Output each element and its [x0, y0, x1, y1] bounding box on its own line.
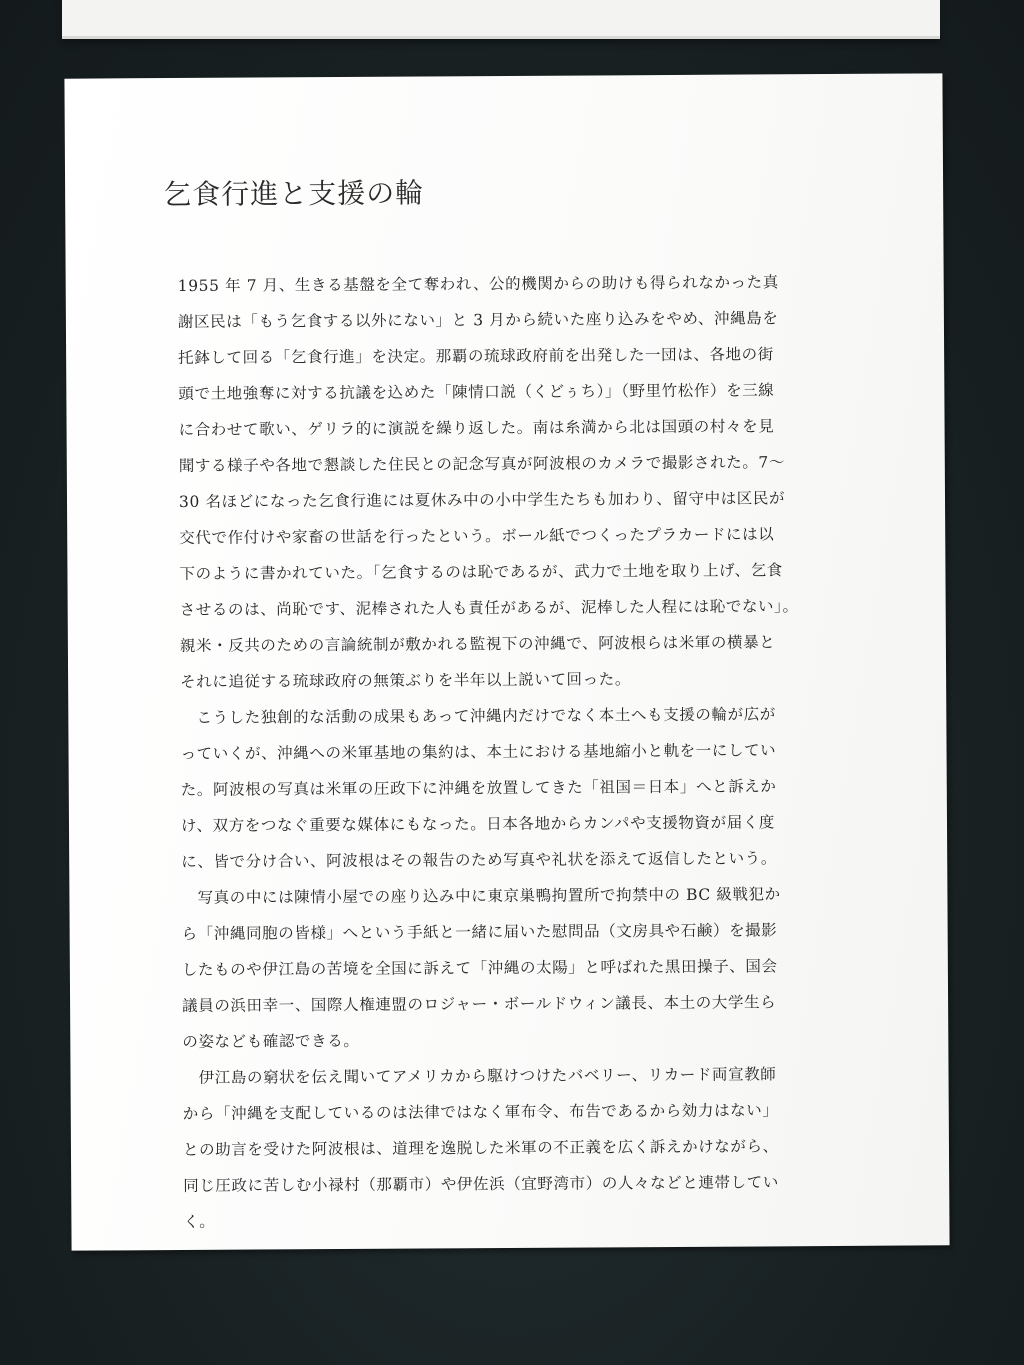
body-line: っていくが、沖縄への米軍基地の集約は、本土における基地縮小と軌を一にしてい: [180, 741, 777, 763]
body-line: 謝区民は「もう乞食する以外にない」と 3 月から続いた座り込みをやめ、沖縄島を: [177, 309, 779, 332]
panel-body-text: [178, 264, 864, 1240]
body-line: く。: [183, 1212, 216, 1231]
body-line: に、皆で分け合い、阿波根はその報告のため写真や礼状を添えて返信したという。: [181, 849, 777, 871]
body-line: の姿なども確認できる。: [182, 1031, 360, 1051]
body-line: 伊江島の窮状を伝え聞いてアメリカから駆けつけたバベリー、リカード両宣教師: [182, 1065, 777, 1087]
body-line: したものや伊江島の苦境を全国に訴えて「沖縄の太陽」と呼ばれた黒田操子、国会: [181, 957, 778, 979]
upper-exhibit-panel: [62, 0, 940, 39]
body-line: 写真の中には陳情小屋での座り込み中に東京巣鴨拘置所で拘禁中の BC 級戦犯か: [181, 885, 781, 907]
body-line: 親米・反共のための言論統制が敷かれる監視下の沖縄で、阿波根らは米軍の横暴と: [179, 633, 776, 655]
body-line: 議員の浜田幸一、国際人権連盟のロジャー・ボールドウィン議長、本土の大学生ら: [182, 993, 777, 1015]
body-line: 同じ圧政に苦しむ小禄村（那覇市）や伊佐浜（宜野湾市）の人々などと連帯してい: [183, 1173, 779, 1195]
body-line: に合わせて歌い、ゲリラ的に演説を繰り返した。南は糸満から北は国頭の村々を見: [178, 417, 775, 440]
body-line: 下のように書かれていた。「乞食するのは恥であるが、武力で土地を取り上げ、乞食: [179, 561, 783, 583]
body-line: た。阿波根の写真は米軍の圧政下に沖縄を放置してきた「祖国＝日本」へと訴えか: [180, 777, 777, 799]
exhibit-text-panel: [64, 73, 949, 1250]
body-line: それに追従する琉球政府の無策ぶりを半年以上説いて回った。: [180, 670, 631, 691]
body-line: け、双方をつなぐ重要な媒体にもなった。日本各地からカンパや支援物資が届く度: [180, 813, 776, 835]
body-line: 30 名ほどになった乞食行進には夏休み中の小中学生たちも加わり、留守中は区民が: [178, 489, 786, 512]
body-line: 聞する様子や各地で懇談した住民との記念写真が阿波根のカメラで撮影された。7〜: [178, 453, 786, 476]
body-line: こうした独創的な活動の成果もあって沖縄内だけでなく本土へも支援の輪が広が: [180, 705, 776, 727]
body-line: から「沖縄を支配しているのは法律ではなく軍布令、布告であるから効力はない」: [182, 1101, 779, 1123]
body-line: 托鉢して回る「乞食行進」を決定。那覇の琉球政府前を出発した一団は、各地の街: [178, 345, 774, 368]
body-line: ら「沖縄同胞の皆様」へという手紙と一緒に届いた慰問品（文房具や石鹸）を撮影: [181, 921, 778, 943]
body-line: 交代で作付けや家畜の世話を行ったという。ボール紙でつくったプラカードには以: [179, 525, 775, 547]
body-line: させるのは、尚恥です、泥棒された人も責任があるが、泥棒した人程には恥でない」。: [179, 597, 799, 619]
body-line: との助言を受けた阿波根は、道理を逸脱した米軍の不正義を広く訴えかけながら、: [182, 1137, 779, 1159]
body-line: 1955 年 7 月、生きる基盤を全て奪われ、公的機関からの助けも得られなかった真: [177, 273, 779, 296]
panel-title: 乞食行進と支援の輪: [163, 176, 425, 212]
body-line: 頭で土地強奪に対する抗議を込めた「陳情口説（くどぅち）」（野里竹松作）を三線: [178, 381, 775, 404]
